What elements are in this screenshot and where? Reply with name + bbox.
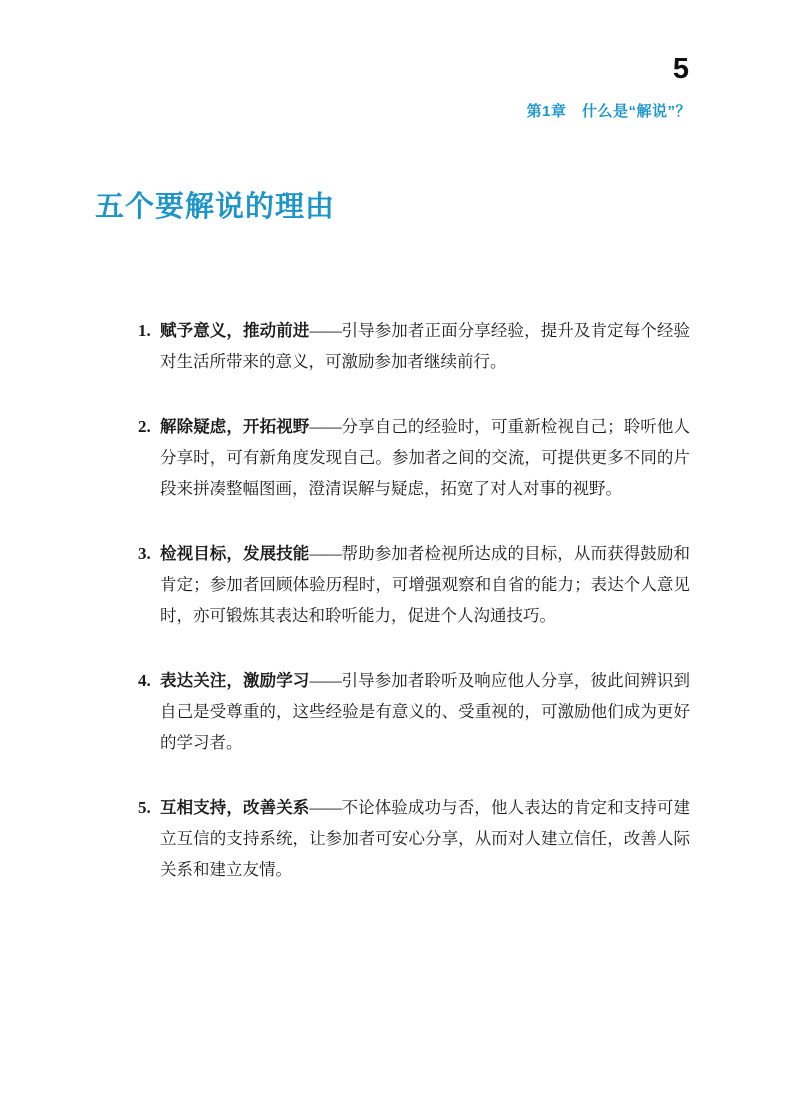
list-item bbox=[138, 665, 698, 758]
section-title: 五个要解说的理由 bbox=[95, 191, 336, 223]
item-body: 引导参加者聆听及响应他人分享，彼此间辨识到自己是受尊重的，这些经验是有意义的、受重视的，可激励他们成为更好的学习者。 bbox=[160, 671, 691, 752]
item-body: 帮助参加者检视所达成的目标，从而获得鼓励和肯定；参加者回顾体验历程时，可增强观察和自省的能力；表达个人意见时，亦可锻炼其表达和聆听能力，促进个人沟通技巧。 bbox=[160, 544, 691, 625]
item-text bbox=[160, 665, 690, 758]
item-lead: 表达关注，激励学习 bbox=[160, 671, 310, 690]
item-text bbox=[160, 538, 690, 631]
item-dash: —— bbox=[309, 417, 342, 436]
item-lead: 解除疑虑，开拓视野 bbox=[160, 417, 310, 436]
list-item bbox=[138, 792, 698, 885]
list-item bbox=[138, 411, 698, 504]
item-text bbox=[160, 411, 690, 504]
item-number: 5. bbox=[138, 798, 151, 817]
item-lead: 赋予意义，推动前进 bbox=[160, 321, 310, 340]
item-body: 引导参加者正面分享经验，提升及肯定每个经验对生活所带来的意义，可激励参加者继续前行。 bbox=[160, 321, 691, 371]
reasons-list bbox=[138, 315, 698, 919]
item-number: 4. bbox=[138, 671, 151, 690]
item-dash: —— bbox=[309, 671, 342, 690]
item-dash: —— bbox=[309, 798, 342, 817]
list-item bbox=[138, 538, 698, 631]
list-item bbox=[138, 315, 698, 377]
item-number: 2. bbox=[138, 417, 151, 436]
item-lead: 互相支持，改善关系 bbox=[160, 798, 310, 817]
item-number: 1. bbox=[138, 321, 151, 340]
item-body: 不论体验成功与否，他人表达的肯定和支持可建立互信的支持系统，让参加者可安心分享，从而对人建立信任，改善人际关系和建立友情。 bbox=[160, 798, 691, 879]
item-text bbox=[160, 315, 690, 377]
item-text bbox=[160, 792, 690, 885]
item-dash: —— bbox=[309, 544, 342, 563]
item-number: 3. bbox=[138, 544, 151, 563]
chapter-header: 第1章 什么是“解说”？ bbox=[526, 103, 691, 120]
item-dash: —— bbox=[309, 321, 342, 340]
page-number: 5 bbox=[672, 53, 689, 85]
item-lead: 检视目标，发展技能 bbox=[160, 544, 310, 563]
item-body: 分享自己的经验时，可重新检视自己；聆听他人分享时，可有新角度发现自己。参加者之间的交流，可提供更多不同的片段来拼凑整幅图画，澄清误解与疑虑，拓宽了对人对事的视野。 bbox=[160, 417, 691, 498]
